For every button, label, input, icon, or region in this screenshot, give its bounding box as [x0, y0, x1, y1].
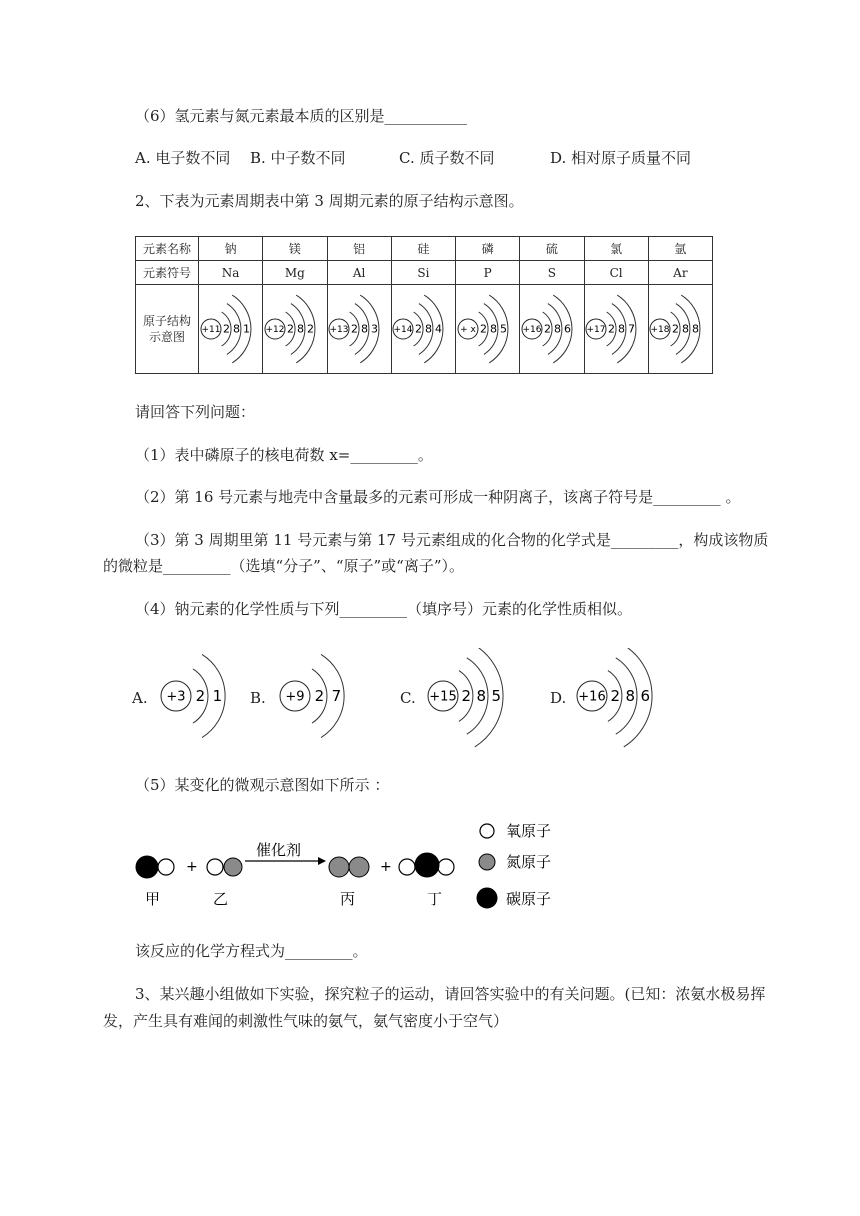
- element-name: 铝: [327, 237, 391, 261]
- electron-count: 2: [195, 687, 206, 706]
- plus-sign: +: [186, 859, 198, 875]
- legend-nitrogen-label: 氮原子: [506, 853, 552, 871]
- oxygen-atom: [158, 859, 174, 875]
- carbon-atom: [136, 856, 158, 878]
- q6-stem-text: （6）氢元素与氮元素最本质的区别是: [135, 107, 385, 125]
- electron-count: 6: [640, 687, 651, 706]
- element-symbol: P: [456, 261, 520, 285]
- electron-count: 8: [296, 322, 304, 336]
- nucleus-charge: +12: [265, 325, 285, 336]
- electron-count: 2: [610, 687, 621, 706]
- electron-count: 1: [212, 687, 223, 706]
- element-name: 氩: [648, 237, 712, 261]
- carbon-atom: [415, 853, 439, 877]
- electron-count: 2: [415, 322, 423, 336]
- nucleus-charge: +3: [166, 689, 186, 705]
- q6-option-d: D. 相对原子质量不同: [550, 149, 692, 167]
- nucleus-charge: +16: [522, 325, 542, 336]
- element-name: 硅: [391, 237, 455, 261]
- electron-count: 2: [479, 322, 487, 336]
- electron-count: 5: [491, 687, 502, 706]
- plus-sign: +: [380, 859, 392, 875]
- element-symbol: Si: [391, 261, 455, 285]
- element-symbol: Al: [327, 261, 391, 285]
- option-c-atom-diagram: [423, 648, 533, 748]
- legend-oxygen-swatch: [480, 824, 494, 838]
- row-header-structure-line2: 示意图: [148, 330, 185, 344]
- element-name: 磷: [456, 237, 520, 261]
- structure-cell: [456, 285, 520, 374]
- row-header-structure: [136, 285, 199, 374]
- nucleus-charge: +17: [586, 325, 606, 336]
- label-bing: 丙: [340, 890, 356, 908]
- electron-count: 7: [628, 322, 636, 336]
- electron-count: 8: [476, 687, 487, 706]
- nucleus-charge: + x: [459, 325, 476, 336]
- nucleus-charge: +16: [578, 689, 606, 705]
- atom-structure-diagram: [328, 287, 390, 371]
- atom-structure-diagram: [264, 287, 326, 371]
- label-ding: 丁: [427, 890, 443, 908]
- structure-cell: [584, 285, 648, 374]
- atom-structure-diagram: [457, 287, 519, 371]
- oxygen-atom: [399, 859, 415, 875]
- electron-count: 8: [625, 687, 636, 706]
- atom-structure-diagram: [392, 287, 454, 371]
- q6-stem: [135, 106, 467, 126]
- q2-sub5: （5）某变化的微观示意图如下所示 ：: [135, 776, 390, 794]
- period3-table: [135, 236, 713, 374]
- electron-count: 1: [242, 322, 250, 336]
- electron-count: 8: [489, 322, 497, 336]
- nucleus-charge: +14: [393, 325, 413, 336]
- legend-carbon-swatch: [477, 888, 497, 908]
- element-name: 钠: [199, 237, 263, 261]
- row-header-name: 元素名称: [136, 237, 199, 261]
- row-header-structure-line1: 原子结构: [142, 314, 191, 328]
- q2-sub3-line1: （3）第 3 周期里第 11 号元素与第 17 号元素组成的化合物的化学式是_________，构成该物质: [135, 531, 769, 549]
- electron-count: 2: [461, 687, 472, 706]
- element-name: 氯: [584, 237, 648, 261]
- option-label-d: D.: [550, 689, 567, 707]
- electron-count: 4: [435, 322, 443, 336]
- q3-line1: 3、某兴趣小组做如下实验，探究粒子的运动，请回答实验中的有关问题。(已知：浓氨水极易挥: [135, 985, 766, 1003]
- option-label-c: C.: [400, 689, 416, 707]
- structure-cell: [648, 285, 712, 374]
- electron-count: 2: [351, 322, 359, 336]
- electron-count: 8: [682, 322, 690, 336]
- label-jia: 甲: [145, 890, 161, 908]
- element-name: 硫: [520, 237, 584, 261]
- q6-options: [135, 148, 735, 168]
- legend-oxygen-label: 氧原子: [506, 822, 552, 840]
- option-d-atom-diagram: [572, 648, 682, 748]
- q2-sub2: （2）第 16 号元素与地壳中含量最多的元素可形成一种阴离子，该离子符号是_________ 。: [135, 488, 741, 506]
- option-a-atom-diagram: [156, 648, 251, 748]
- structure-cell: [391, 285, 455, 374]
- q2-sub4-options: [130, 648, 690, 748]
- q2-sub3-line2: 的微粒是_________（选填“分子”、“原子”或“离子”）。: [103, 557, 465, 575]
- q2-sub5-answer: 该反应的化学方程式为_________。: [135, 942, 368, 960]
- legend-carbon-label: 碳原子: [506, 890, 552, 908]
- structure-cell: [520, 285, 584, 374]
- electron-count: 2: [222, 322, 230, 336]
- nucleus-charge: +11: [201, 325, 221, 336]
- nitrogen-atom: [349, 857, 369, 877]
- oxygen-atom: [438, 859, 454, 875]
- element-symbol: S: [520, 261, 584, 285]
- option-label-a: A.: [132, 689, 148, 707]
- legend-nitrogen-swatch: [479, 854, 495, 870]
- nucleus-charge: +18: [650, 325, 670, 336]
- q3-line2: 发，产生具有难闻的刺激性气味的氨气，氨气密度小于空气）: [103, 1012, 509, 1030]
- electron-count: 8: [618, 322, 626, 336]
- element-symbol: Ar: [648, 261, 712, 285]
- electron-count: 8: [361, 322, 369, 336]
- electron-count: 3: [371, 322, 379, 336]
- electron-count: 8: [232, 322, 240, 336]
- element-symbol: Mg: [263, 261, 327, 285]
- electron-count: 8: [425, 322, 433, 336]
- reaction-diagram: [130, 818, 570, 918]
- q6-option-b: B. 中子数不同: [250, 149, 346, 167]
- q2-intro: 2、下表为元素周期表中第 3 周期元素的原子结构示意图。: [135, 192, 524, 210]
- option-b-atom-diagram: [275, 648, 370, 748]
- electron-count: 2: [672, 322, 680, 336]
- electron-count: 8: [692, 322, 700, 336]
- element-symbol: Na: [199, 261, 263, 285]
- structure-cell: [327, 285, 391, 374]
- electron-count: 2: [286, 322, 294, 336]
- nucleus-charge: +15: [429, 689, 457, 705]
- nitrogen-atom: [224, 858, 242, 876]
- atom-structure-diagram: [200, 287, 262, 371]
- atom-structure-diagram: [521, 287, 583, 371]
- oxygen-atom: [207, 859, 223, 875]
- electron-count: 2: [306, 322, 314, 336]
- q6-option-c: C. 质子数不同: [399, 149, 495, 167]
- structure-cell: [199, 285, 263, 374]
- electron-count: 7: [331, 687, 342, 706]
- nucleus-charge: +9: [285, 689, 305, 705]
- element-name: 镁: [263, 237, 327, 261]
- electron-count: 5: [499, 322, 507, 336]
- electron-count: 8: [553, 322, 561, 336]
- arrowhead-icon: [318, 857, 326, 865]
- atom-structure-diagram: [585, 287, 647, 371]
- q2-sub1: （1）表中磷原子的核电荷数 x=_________。: [135, 446, 433, 464]
- atom-structure-diagram: [649, 287, 711, 371]
- label-yi: 乙: [213, 890, 229, 908]
- option-label-b: B.: [250, 689, 266, 707]
- q6-option-a: A. 电子数不同: [135, 149, 231, 167]
- electron-count: 2: [314, 687, 325, 706]
- q6-blank: ___________: [384, 107, 468, 125]
- electron-count: 2: [543, 322, 551, 336]
- catalyst-label: 催化剂: [256, 841, 302, 859]
- row-header-symbol: 元素符号: [136, 261, 199, 285]
- nitrogen-atom: [329, 857, 349, 877]
- nucleus-charge: +13: [329, 325, 349, 336]
- electron-count: 2: [608, 322, 616, 336]
- electron-count: 6: [563, 322, 571, 336]
- q2-sub4: （4）钠元素的化学性质与下列_________（填序号）元素的化学性质相似。: [135, 600, 633, 618]
- element-symbol: Cl: [584, 261, 648, 285]
- q2-prompt: 请回答下列问题：: [135, 403, 256, 421]
- structure-cell: [263, 285, 327, 374]
